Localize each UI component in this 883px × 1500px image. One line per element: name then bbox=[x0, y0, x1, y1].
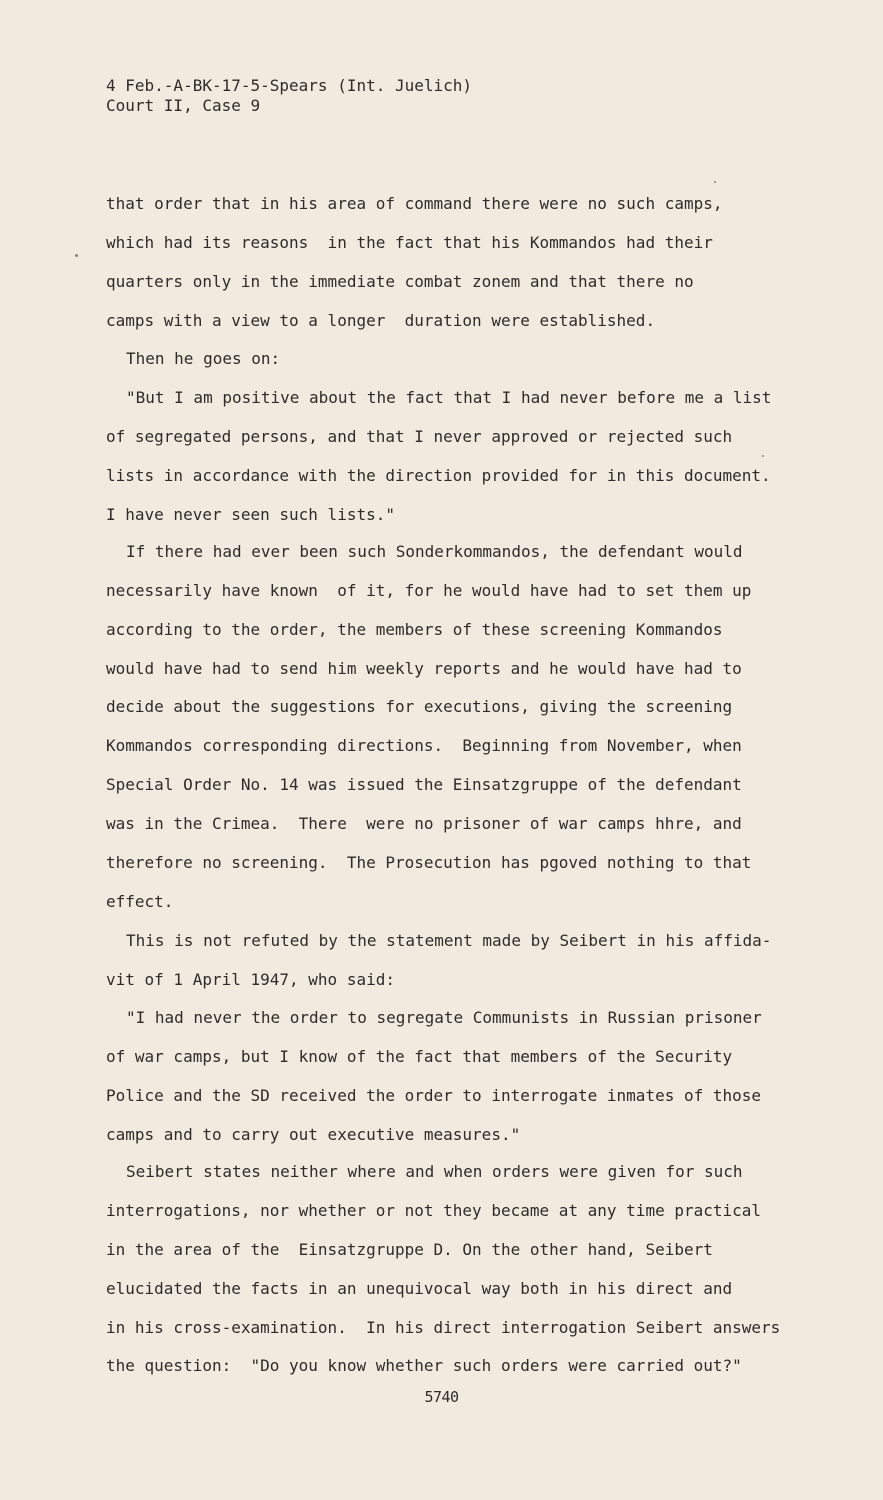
page-number: 5740 bbox=[424, 1388, 459, 1406]
text-line: camps with a view to a longer duration were established. bbox=[106, 311, 656, 330]
text-line: elucidated the facts in an unequivocal way both in his direct and bbox=[106, 1279, 733, 1298]
quote-line: lists in accordance with the direction provided for in this document. bbox=[106, 466, 771, 485]
text-line: vit of 1 April 1947, who said: bbox=[106, 970, 395, 989]
text-line: which had its reasons in the fact that his Kommandos had their bbox=[106, 233, 713, 252]
text-line: therefore no screening. The Prosecution has pgoved nothing to that bbox=[106, 853, 752, 872]
text-line: the question: "Do you know whether such orders were carried out?" bbox=[106, 1356, 742, 1375]
text-line: quarters only in the immediate combat zonem and that there no bbox=[106, 272, 694, 291]
text-line: Then he goes on: bbox=[126, 349, 281, 368]
quote-line: of segregated persons, and that I never approved or rejected such bbox=[106, 427, 733, 446]
text-line: effect. bbox=[106, 892, 174, 911]
text-line: necessarily have known of it, for he would have had to set them up bbox=[106, 581, 752, 600]
quote-line: Police and the SD received the order to interrogate inmates of those bbox=[106, 1086, 762, 1105]
text-line: interrogations, nor whether or not they became at any time practical bbox=[106, 1201, 762, 1220]
text-line: would have had to send him weekly reports and he would have had to bbox=[106, 659, 742, 678]
text-line: Kommandos corresponding directions. Beginning from November, when bbox=[106, 736, 742, 755]
text-line: decide about the suggestions for executions, giving the screening bbox=[106, 697, 733, 716]
text-line: If there had ever been such Sonderkommandos, the defendant would bbox=[126, 542, 743, 561]
text-line: Special Order No. 14 was issued the Einsatzgruppe of the defendant bbox=[106, 775, 742, 794]
text-line: according to the order, the members of these screening Kommandos bbox=[106, 620, 723, 639]
quote-line: "But I am positive about the fact that I had never before me a list bbox=[126, 388, 772, 407]
paper-speck bbox=[75, 254, 78, 257]
quote-line: "I had never the order to segregate Communists in Russian prisoner bbox=[126, 1008, 762, 1027]
text-line: was in the Crimea. There were no prisoner of war camps hhre, and bbox=[106, 814, 742, 833]
quote-line: of war camps, but I know of the fact that members of the Security bbox=[106, 1047, 733, 1066]
text-line: in the area of the Einsatzgruppe D. On the other hand, Seibert bbox=[106, 1240, 713, 1259]
quote-line: camps and to carry out executive measures." bbox=[106, 1125, 521, 1144]
text-line: Seibert states neither where and when orders were given for such bbox=[126, 1162, 743, 1181]
text-line: in his cross-examination. In his direct interrogation Seibert answers bbox=[106, 1318, 781, 1337]
header-line-2: Court II, Case 9 bbox=[106, 96, 261, 115]
paper-speck bbox=[714, 181, 716, 183]
paper-speck bbox=[762, 455, 764, 457]
text-line: This is not refuted by the statement made by Seibert in his affida- bbox=[126, 931, 772, 950]
header-line-1: 4 Feb.-A-BK-17-5-Spears (Int. Juelich) bbox=[106, 76, 473, 95]
text-line: that order that in his area of command there were no such camps, bbox=[106, 194, 723, 213]
quote-line: I have never seen such lists." bbox=[106, 505, 395, 524]
